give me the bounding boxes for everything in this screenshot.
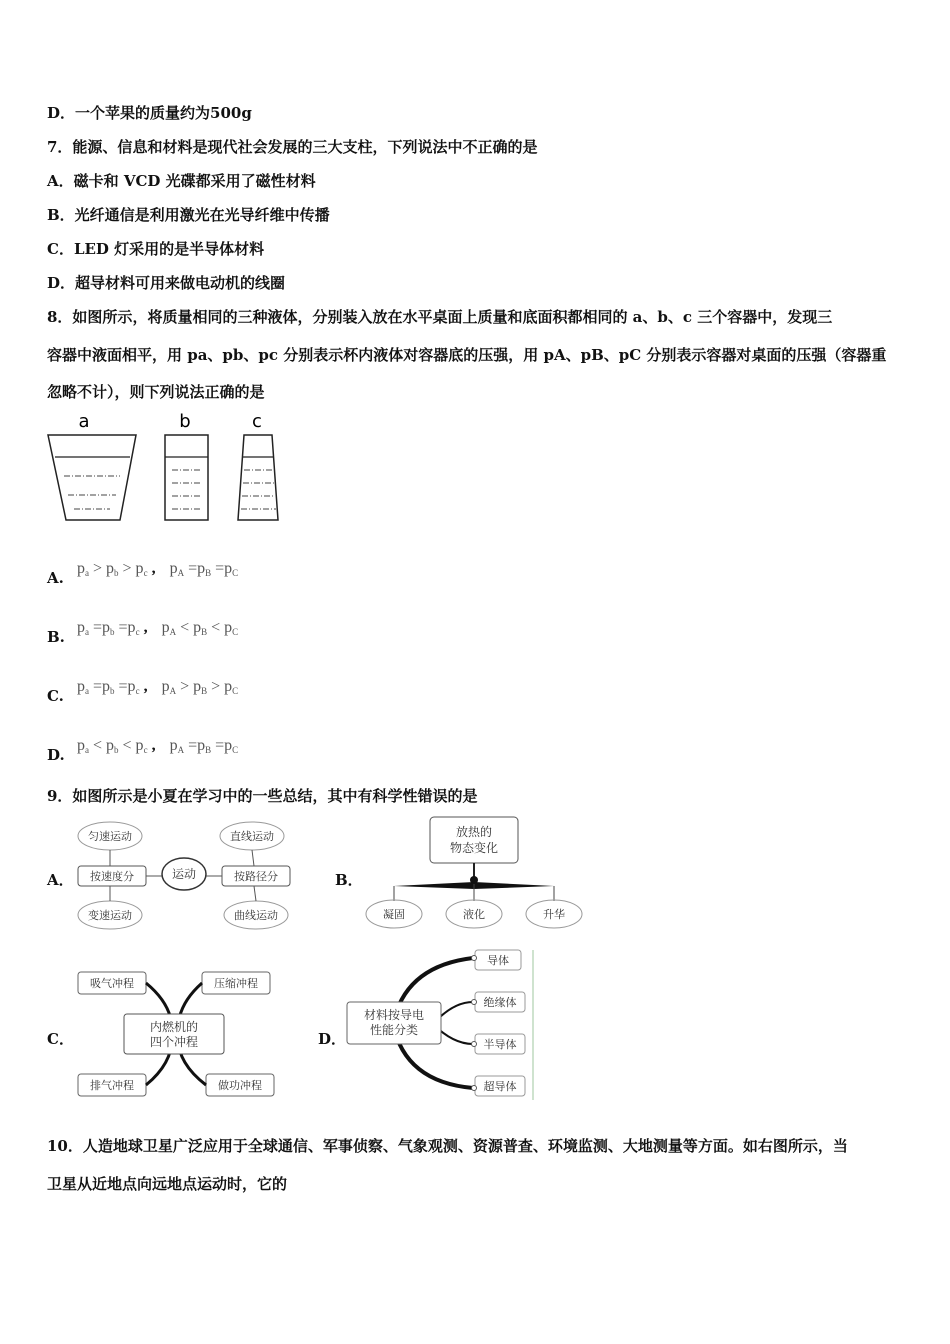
q8-option-label: C. — [47, 687, 64, 705]
node-compression-stroke: 压缩冲程 — [214, 977, 258, 990]
node-by-path: 按路径分 — [234, 870, 278, 883]
q8-stem-line2: 容器中液面相平，用 pa、pb、pc 分别表示杯内液体对容器底的压强，用 pA、pB、pC 分别表示容器对桌面的压强（容器重 — [47, 346, 887, 364]
q8-option-label: D. — [47, 746, 65, 764]
node-material-line1: 材料按导电 — [363, 1008, 425, 1022]
q8-option-formula: $p_a > p_b > p_c$ , $p_A =p_B =p_C$ — [77, 560, 239, 578]
q7-option-c: C．LED 灯采用的是半导体材料 — [47, 240, 265, 258]
node-curved-motion: 曲线运动 — [234, 909, 278, 922]
q9-label-c: C． — [47, 1030, 74, 1048]
node-linear-motion: 直线运动 — [230, 830, 274, 843]
node-motion: 运动 — [171, 867, 197, 881]
container-c — [238, 435, 278, 520]
node-superconductor: 超导体 — [483, 1080, 517, 1093]
q7-option-b: B．光纤通信是利用激光在光导纤维中传播 — [47, 206, 330, 224]
container-a — [48, 435, 136, 520]
node-liquefaction: 液化 — [463, 908, 485, 921]
q8-option-formula: $p_a < p_b < p_c$ , $p_A =p_B =p_C$ — [77, 737, 239, 755]
q7-option-a: A．磁卡和 VCD 光碟都采用了磁性材料 — [47, 172, 316, 190]
q9-label-a: A． — [47, 871, 74, 889]
q8-stem-line3: 忽略不计），则下列说法正确的是 — [47, 383, 265, 401]
container-b — [165, 435, 208, 520]
node-sublimation: 升华 — [543, 908, 565, 921]
node-exhaust-stroke: 排气冲程 — [90, 1079, 134, 1092]
q9-diagram-d — [343, 946, 543, 1102]
q8-option-formula: $p_a =p_b =p_c$ , $p_A < p_B < p_C$ — [77, 619, 239, 637]
q7-stem: 7．能源、信息和材料是现代社会发展的三大支柱，下列说法中不正确的是 — [47, 138, 538, 156]
node-uniform-motion: 匀速运动 — [88, 830, 132, 843]
node-heat-release-line1: 放热的 — [455, 825, 493, 839]
q8-container-figure — [44, 410, 294, 526]
q8-option-formula: $p_a =p_b =p_c$ , $p_A > p_B > p_C$ — [77, 678, 239, 696]
q10-stem-line1: 10．人造地球卫星广泛应用于全球通信、军事侦察、气象观测、资源普查、环境监测、大地测量等方面。如右图所示，当 — [47, 1137, 848, 1155]
q9-label-d: D． — [318, 1030, 347, 1048]
node-power-stroke: 做功冲程 — [218, 1079, 262, 1092]
node-heat-release-line2: 物态变化 — [449, 841, 499, 855]
q8-stem-line1: 8．如图所示，将质量相同的三种液体，分别装入放在水平桌面上质量和底面积都相同的 a、b、c 三个容器中，发现三 — [47, 308, 833, 326]
q8-option-label: B. — [47, 628, 65, 646]
q6-option-d: D．一个苹果的质量约为500g — [47, 104, 252, 122]
node-intake-stroke: 吸气冲程 — [90, 977, 134, 990]
q9-stem: 9．如图所示是小夏在学习中的一些总结，其中有科学性错误的是 — [47, 787, 478, 805]
node-solidification: 凝固 — [383, 908, 405, 921]
node-conductor: 导体 — [487, 954, 509, 967]
q10-stem-line2: 卫星从近地点向远地点运动时，它的 — [47, 1175, 288, 1193]
container-label-a: a — [78, 411, 90, 432]
q9-diagram-b — [360, 813, 590, 935]
node-material-line2: 性能分类 — [369, 1023, 419, 1037]
node-insulator: 绝缘体 — [483, 996, 517, 1009]
container-label-b: b — [179, 411, 191, 432]
node-semiconductor: 半导体 — [483, 1038, 517, 1051]
node-engine-line2: 四个冲程 — [149, 1035, 199, 1049]
node-variable-motion: 变速运动 — [88, 909, 132, 922]
node-engine-line1: 内燃机的 — [149, 1020, 199, 1034]
q8-option-label: A. — [47, 569, 64, 587]
node-by-speed: 按速度分 — [90, 870, 134, 883]
q7-option-d: D．超导材料可用来做电动机的线圈 — [47, 274, 286, 292]
container-label-c: c — [252, 411, 262, 432]
q9-diagram-c — [72, 966, 278, 1102]
q9-diagram-a — [72, 818, 312, 934]
q9-label-b: B． — [335, 871, 363, 889]
